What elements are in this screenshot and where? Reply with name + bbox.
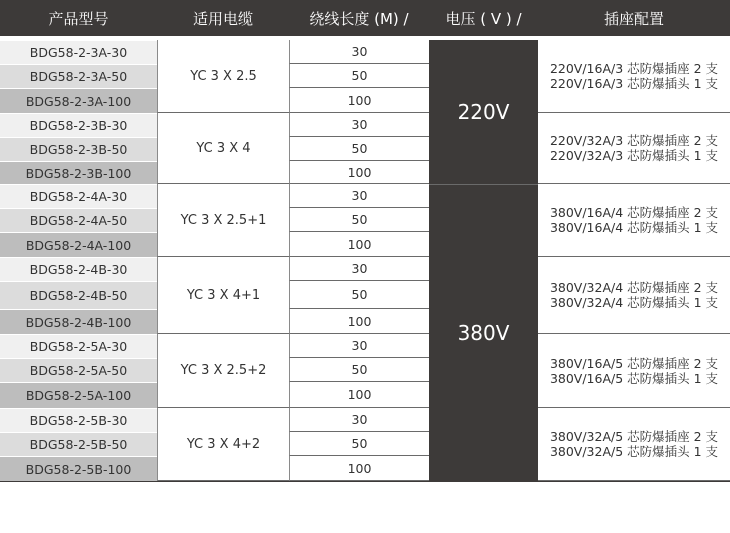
model-number-cell: BDG58-2-5B-50 (0, 432, 157, 456)
socket-line: 220V/16A/3 芯防爆插座 2 支 (549, 61, 719, 76)
model-number-cell: BDG58-2-4B-100 (0, 309, 157, 334)
socket-config-cell (538, 257, 730, 334)
plug-line: 380V/16A/5 芯防爆插头 1 支 (549, 370, 719, 386)
cable-spec-cell: YC 3 X 4 (157, 113, 289, 184)
socket-config-cell (538, 113, 730, 184)
header-voltage: 电压 ( V ) / (429, 0, 538, 36)
length-cell: 30 (289, 40, 429, 64)
model-number-cell: BDG58-2-5A-50 (0, 358, 157, 382)
voltage-cell: 380V (429, 184, 538, 481)
length-cell: 30 (289, 334, 429, 358)
header-socket: 插座配置 (538, 0, 730, 36)
socket-config-cell (538, 334, 730, 408)
socket-line: 220V/32A/3 芯防爆插座 2 支 (549, 133, 719, 148)
model-number-cell: BDG58-2-5B-30 (0, 408, 157, 432)
length-cell: 50 (289, 64, 429, 88)
model-number-cell: BDG58-2-3A-50 (0, 64, 157, 88)
socket-config-cell (538, 408, 730, 481)
length-cell: 100 (289, 161, 429, 184)
table-bottom-border (0, 481, 730, 482)
header-length: 绕线长度 (M) / (289, 0, 429, 36)
model-number-cell: BDG58-2-4A-50 (0, 208, 157, 232)
plug-line: 380V/32A/4 芯防爆插头 1 支 (549, 295, 719, 310)
length-cell: 30 (289, 257, 429, 281)
model-number-cell: BDG58-2-3A-30 (0, 40, 157, 64)
socket-line: 380V/16A/5 芯防爆插座 2 支 (549, 355, 719, 371)
model-number-cell: BDG58-2-3B-100 (0, 161, 157, 184)
model-number-cell: BDG58-2-3B-50 (0, 137, 157, 161)
model-number-cell: BDG58-2-5B-100 (0, 456, 157, 481)
length-cell: 50 (289, 432, 429, 456)
cable-spec-cell: YC 3 X 2.5+2 (157, 334, 289, 408)
length-cell: 50 (289, 281, 429, 309)
model-number-cell: BDG58-2-4B-50 (0, 281, 157, 309)
length-cell: 30 (289, 408, 429, 432)
cable-spec-cell: YC 3 X 2.5 (157, 40, 289, 113)
length-cell: 30 (289, 184, 429, 208)
model-number-cell: BDG58-2-5A-30 (0, 334, 157, 358)
socket-config-cell (538, 184, 730, 257)
model-number-cell: BDG58-2-3A-100 (0, 88, 157, 113)
plug-line: 220V/16A/3 芯防爆插头 1 支 (549, 76, 719, 91)
length-cell: 100 (289, 382, 429, 408)
cable-spec-cell: YC 3 X 4+1 (157, 257, 289, 334)
cable-spec-cell: YC 3 X 2.5+1 (157, 184, 289, 257)
socket-config-cell (538, 40, 730, 113)
model-number-cell: BDG58-2-4A-30 (0, 184, 157, 208)
length-cell: 100 (289, 232, 429, 257)
voltage-cell: 220V (429, 40, 538, 184)
header-model: 产品型号 (0, 0, 157, 36)
plug-line: 380V/32A/5 芯防爆插头 1 支 (549, 444, 719, 459)
socket-line: 380V/16A/4 芯防爆插座 2 支 (549, 205, 719, 220)
plug-line: 220V/32A/3 芯防爆插头 1 支 (549, 148, 719, 163)
length-cell: 50 (289, 208, 429, 232)
length-cell: 50 (289, 358, 429, 382)
plug-line: 380V/16A/4 芯防爆插头 1 支 (549, 220, 719, 235)
socket-line: 380V/32A/4 芯防爆插座 2 支 (549, 280, 719, 295)
length-cell: 100 (289, 456, 429, 481)
length-cell: 50 (289, 137, 429, 161)
model-number-cell: BDG58-2-3B-30 (0, 113, 157, 137)
socket-line: 380V/32A/5 芯防爆插座 2 支 (549, 429, 719, 444)
header-cable: 适用电缆 (157, 0, 289, 36)
cable-spec-cell: YC 3 X 4+2 (157, 408, 289, 481)
length-cell: 30 (289, 113, 429, 137)
length-cell: 100 (289, 309, 429, 334)
model-number-cell: BDG58-2-5A-100 (0, 382, 157, 408)
model-number-cell: BDG58-2-4A-100 (0, 232, 157, 257)
length-cell: 100 (289, 88, 429, 113)
model-number-cell: BDG58-2-4B-30 (0, 257, 157, 281)
